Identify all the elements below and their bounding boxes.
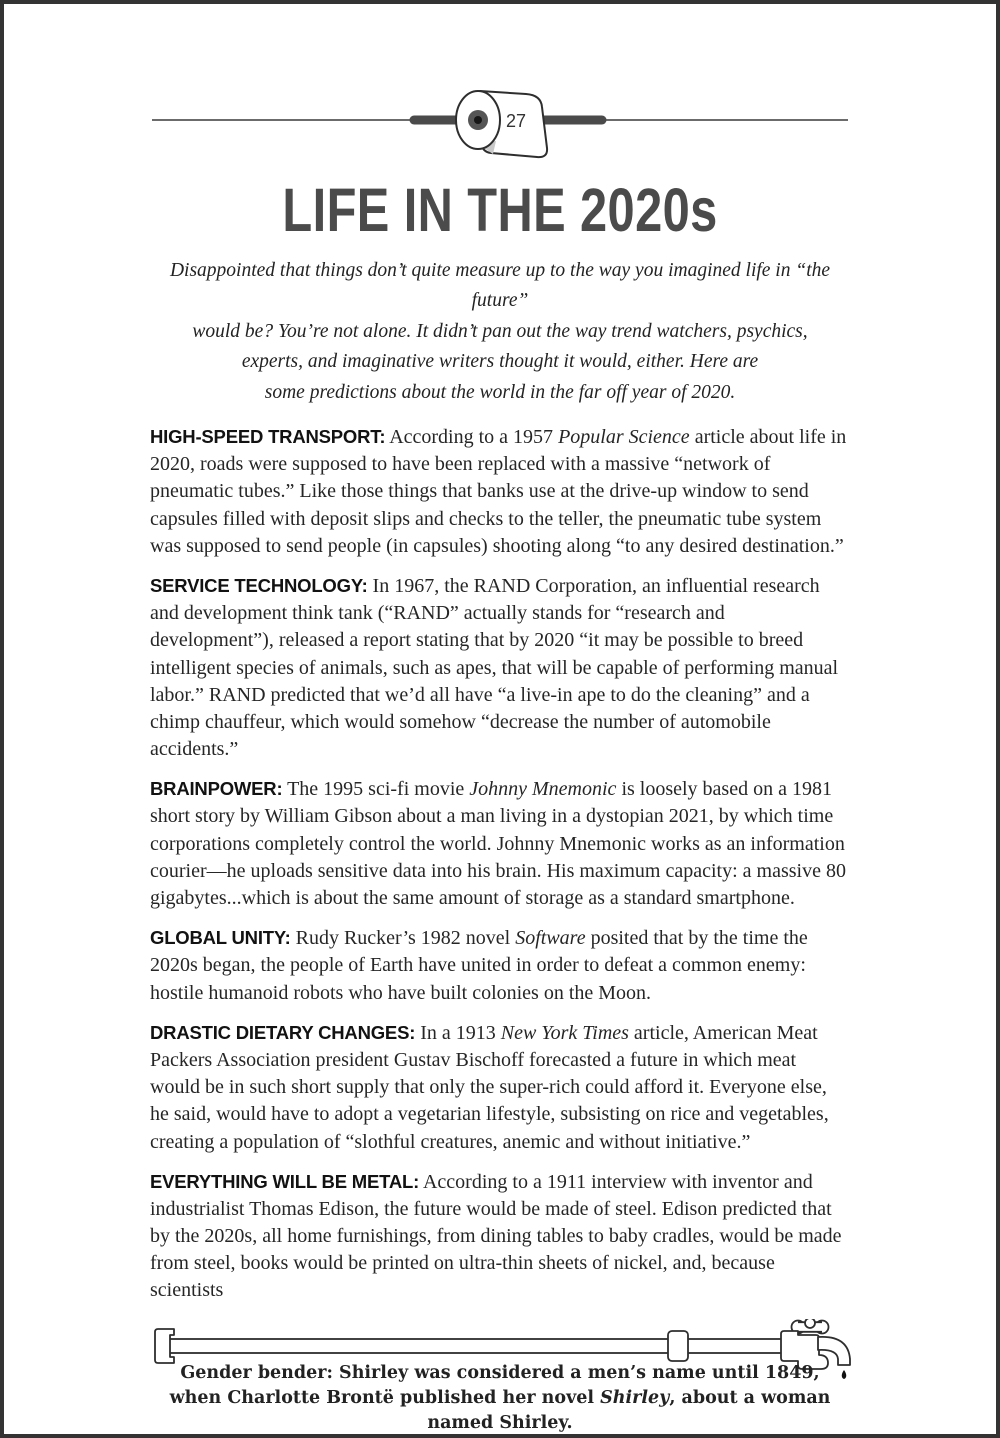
intro-paragraph: Disappointed that things don’t quite measure up to the way you imagined life in “the future” would be? You’re not alone. It didn’t pan out the way trend watchers, psychics, experts, and imaginative writers thought it would, either. Here are some predictions about the world in the far off year of 2020. [169, 260, 831, 403]
section-label: BRAINPOWER: [150, 778, 283, 800]
pipe-coupling-icon [668, 1331, 688, 1361]
footer-fact-line-2: when Charlotte Brontë published her novel Shirley, about a woman named Shirley. [169, 1388, 831, 1434]
section-label: DRASTIC DIETARY CHANGES: [150, 1021, 416, 1043]
sections [150, 424, 850, 1305]
section-paragraph: BRAINPOWER: The 1995 sci-fi movie Johnny Mnemonic is loosely based on a 1981 short story by William Gibson about a man living in a dystopian 2021, by which time corporations completely control the world. Johnny Mnemonic works as an information courier—he uploads sensitive data into his brain. His maximum capacity: a massive 80 gigabytes...which is about the same amount of storage as a standard smartphone. [150, 778, 846, 910]
section-paragraph: EVERYTHING WILL BE METAL: According to a 1911 interview with inventor and industrialist Thomas Edison, the future would be made of steel. Edison predicted that by the 2020s, all home furnishings, from dining tables to baby cradles, would be made from steel, books would be printed on ultra-thin sheets of nickel, and, because scientists [150, 1170, 842, 1302]
page-title [150, 178, 850, 242]
pipe-body [168, 1339, 792, 1353]
footer [150, 1319, 850, 1437]
roll-tube-hole [474, 116, 482, 124]
toilet-paper-roll-icon [150, 88, 850, 170]
section-label: EVERYTHING WILL BE METAL: [150, 1170, 420, 1192]
section-paragraph: GLOBAL UNITY: Rudy Rucker’s 1982 novel Software posited that by the time the 2020s began, the people of Earth have united in order to defeat a common enemy: hostile humanoid robots who have built colonies on the Moon. [150, 927, 808, 1004]
section-label: GLOBAL UNITY: [150, 927, 291, 949]
footer-fact [150, 1361, 850, 1437]
page-title-text: LIFE IN THE 2020s [282, 176, 718, 244]
section-paragraph: SERVICE TECHNOLOGY: In 1967, the RAND Corporation, an influential research and development think tank (“RAND” actually stands for “research and development”), released a report stating that by 2020 “it may be possible to breed intelligent species of animals, such as apes, that will be capable of performing manual labor.” RAND predicted that we’d all have “a live-in ape to do the cleaning” and a chimp chauffeur, which would somehow “decrease the number of automobile accidents.” [150, 574, 839, 761]
section-paragraph: HIGH-SPEED TRANSPORT: According to a 1957 Popular Science article about life in 2020, roads were supposed to have been replaced with a massive “network of pneumatic tubes.” Like those things that banks use at the drive-up window to send capsules filled with deposit slips and checks to the teller, the pneumatic tube system was supposed to send people (in capsules) shooting along “to any desired destination.” [150, 426, 847, 557]
footer-fact-line-1: Gender bender: Shirley was considered a men’s name until 1849, [180, 1362, 820, 1383]
section-paragraph: DRASTIC DIETARY CHANGES: In a 1913 New York Times article, American Meat Packers Association president Gustav Bischoff forecasted a future in which meat would be in such short supply that only the super-rich could afford it. Everyone else, he said, would have to adopt a vegetarian lifestyle, subsisting on rice and vegetables, creating a population of “slothful creatures, anemic and without initiative.” [150, 1021, 829, 1153]
section-label: HIGH-SPEED TRANSPORT: [150, 426, 386, 448]
page-number: 27 [505, 111, 527, 131]
header-ornament [150, 88, 850, 170]
section-label: SERVICE TECHNOLOGY: [150, 574, 368, 596]
